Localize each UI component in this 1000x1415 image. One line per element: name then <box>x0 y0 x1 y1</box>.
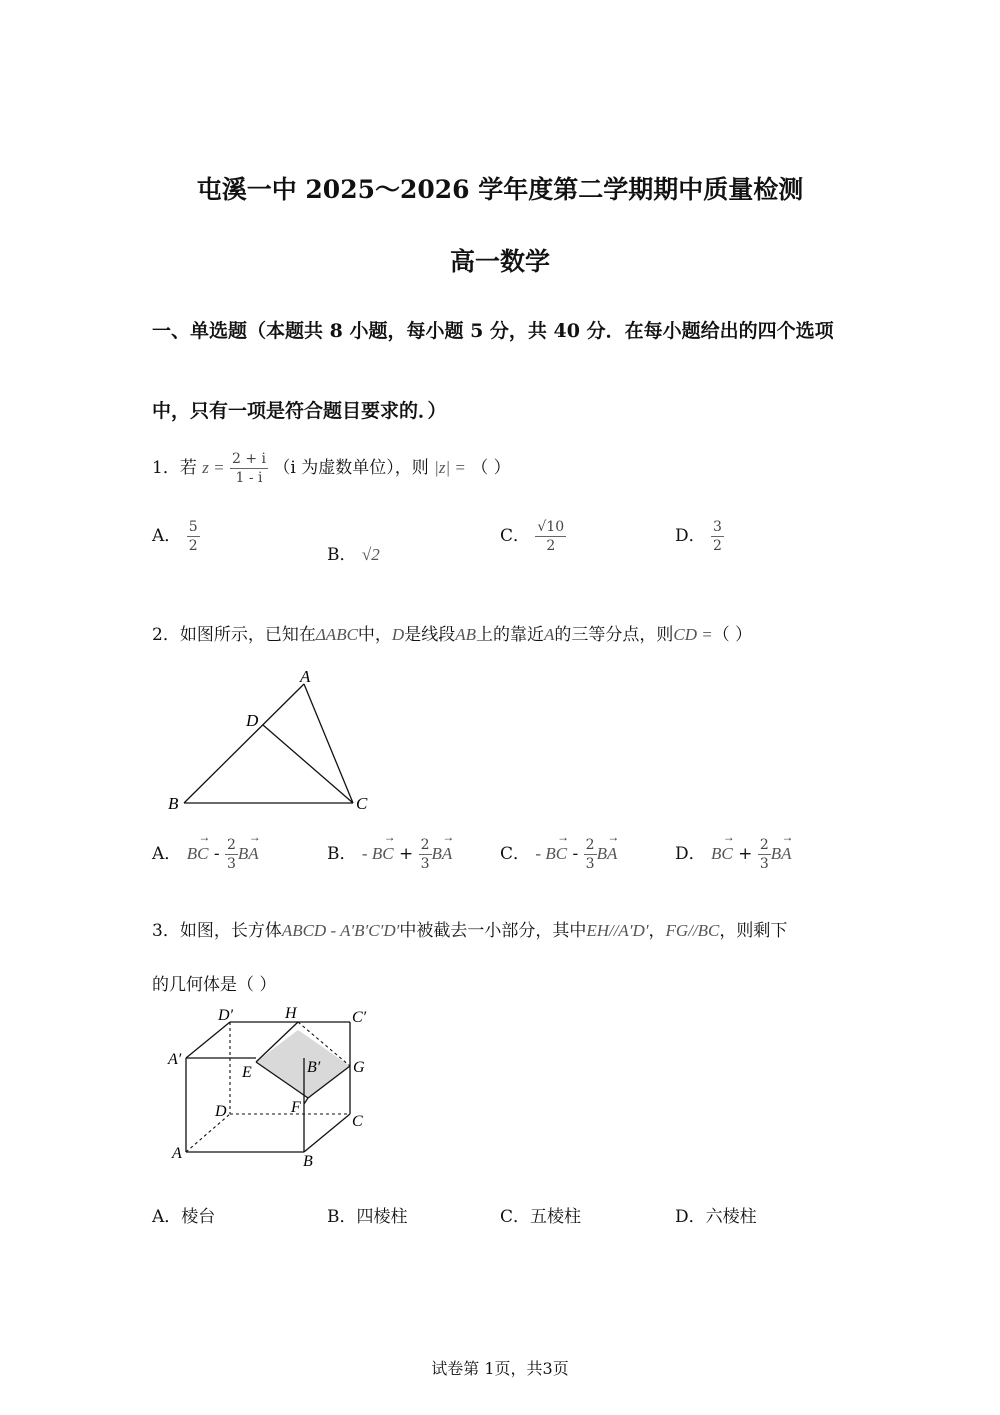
question-3-line2: 的几何体是（ ） <box>152 975 277 995</box>
label-g: G <box>353 1059 365 1076</box>
q2-option-a[interactable]: A． → BC - $\frac{2}{3}$ → BA <box>152 836 259 873</box>
label-d: D <box>215 1103 227 1120</box>
q2-option-d[interactable]: D． → BC + $\frac{2}{3}$ → BA <box>675 836 792 873</box>
label-h: H <box>285 1005 297 1022</box>
label-b: B <box>303 1153 313 1170</box>
section-heading-line2: 中，只有一项是符合题目要求的．） <box>152 400 447 422</box>
label-e: E <box>242 1064 252 1081</box>
page-footer: 试卷第 1页，共3页 <box>431 1359 569 1378</box>
question-1: 1．若 z = $\frac{2 + i}{1 - i}$ （i 为虚数单位），则 |z| = （ ） <box>152 451 511 486</box>
q2-option-c[interactable]: C． - → BC - $\frac{2}{3}$ → BA <box>500 836 617 873</box>
q3-option-a[interactable]: A．棱台 <box>152 1207 216 1227</box>
label-a: A <box>172 1145 182 1162</box>
label-f: F <box>291 1099 301 1116</box>
q2-triangle-figure <box>160 662 380 817</box>
q3-option-c[interactable]: C．五棱柱 <box>500 1207 582 1227</box>
q1-option-c[interactable]: C． $\frac{√10}{2}$ <box>500 519 565 554</box>
q1-fraction: $\frac{2 + i}{1 - i}$ <box>231 451 266 486</box>
q1-abs-z: |z| = <box>434 458 466 477</box>
q3-option-b[interactable]: B．四棱柱 <box>327 1207 408 1227</box>
label-a: A <box>300 667 311 686</box>
q3-option-d[interactable]: D．六棱柱 <box>675 1207 757 1227</box>
q1-option-a[interactable]: A． $\frac{5}{2}$ <box>152 519 198 554</box>
section-heading-line1: 一、单选题（本题共 8 小题，每小题 5 分，共 40 分．在每小题给出的四个选项 <box>152 320 834 342</box>
segment-dc <box>263 725 353 803</box>
q2-option-b[interactable]: B． - → BC + $\frac{2}{3}$ → BA <box>327 836 452 873</box>
label-b-prime: B′ <box>307 1059 321 1076</box>
exam-subject: 高一数学 <box>449 247 550 276</box>
label-b: B <box>168 794 179 813</box>
question-2: 2．如图所示，已知在ΔABC中，D是线段AB上的靠近A的三等分点，则CD =（ ） <box>152 625 753 645</box>
label-c: C <box>356 794 368 813</box>
segment-ba <box>184 684 304 803</box>
label-d-prime: D′ <box>218 1007 234 1024</box>
question-3-line1: 3．如图，长方体ABCD - A′B′C′D′中被截去一小部分，其中EH//A′D′，FG//BC，则剩下 <box>152 921 788 941</box>
q1-option-d[interactable]: D． $\frac{3}{2}$ <box>675 519 722 554</box>
label-d: D <box>246 711 259 730</box>
label-c-prime: C′ <box>352 1009 367 1026</box>
q1-option-b[interactable]: B． √2 <box>327 545 380 565</box>
exam-title: 屯溪一中 2025～2026 学年度第二学期期中质量检测 <box>196 175 804 204</box>
q1-z-eq: z = <box>202 458 225 477</box>
label-c: C <box>352 1113 363 1130</box>
segment-ac <box>304 684 353 803</box>
label-a-prime: A′ <box>168 1051 182 1068</box>
q3-cuboid-figure <box>160 1000 380 1175</box>
cut-face-shading <box>256 1030 350 1098</box>
